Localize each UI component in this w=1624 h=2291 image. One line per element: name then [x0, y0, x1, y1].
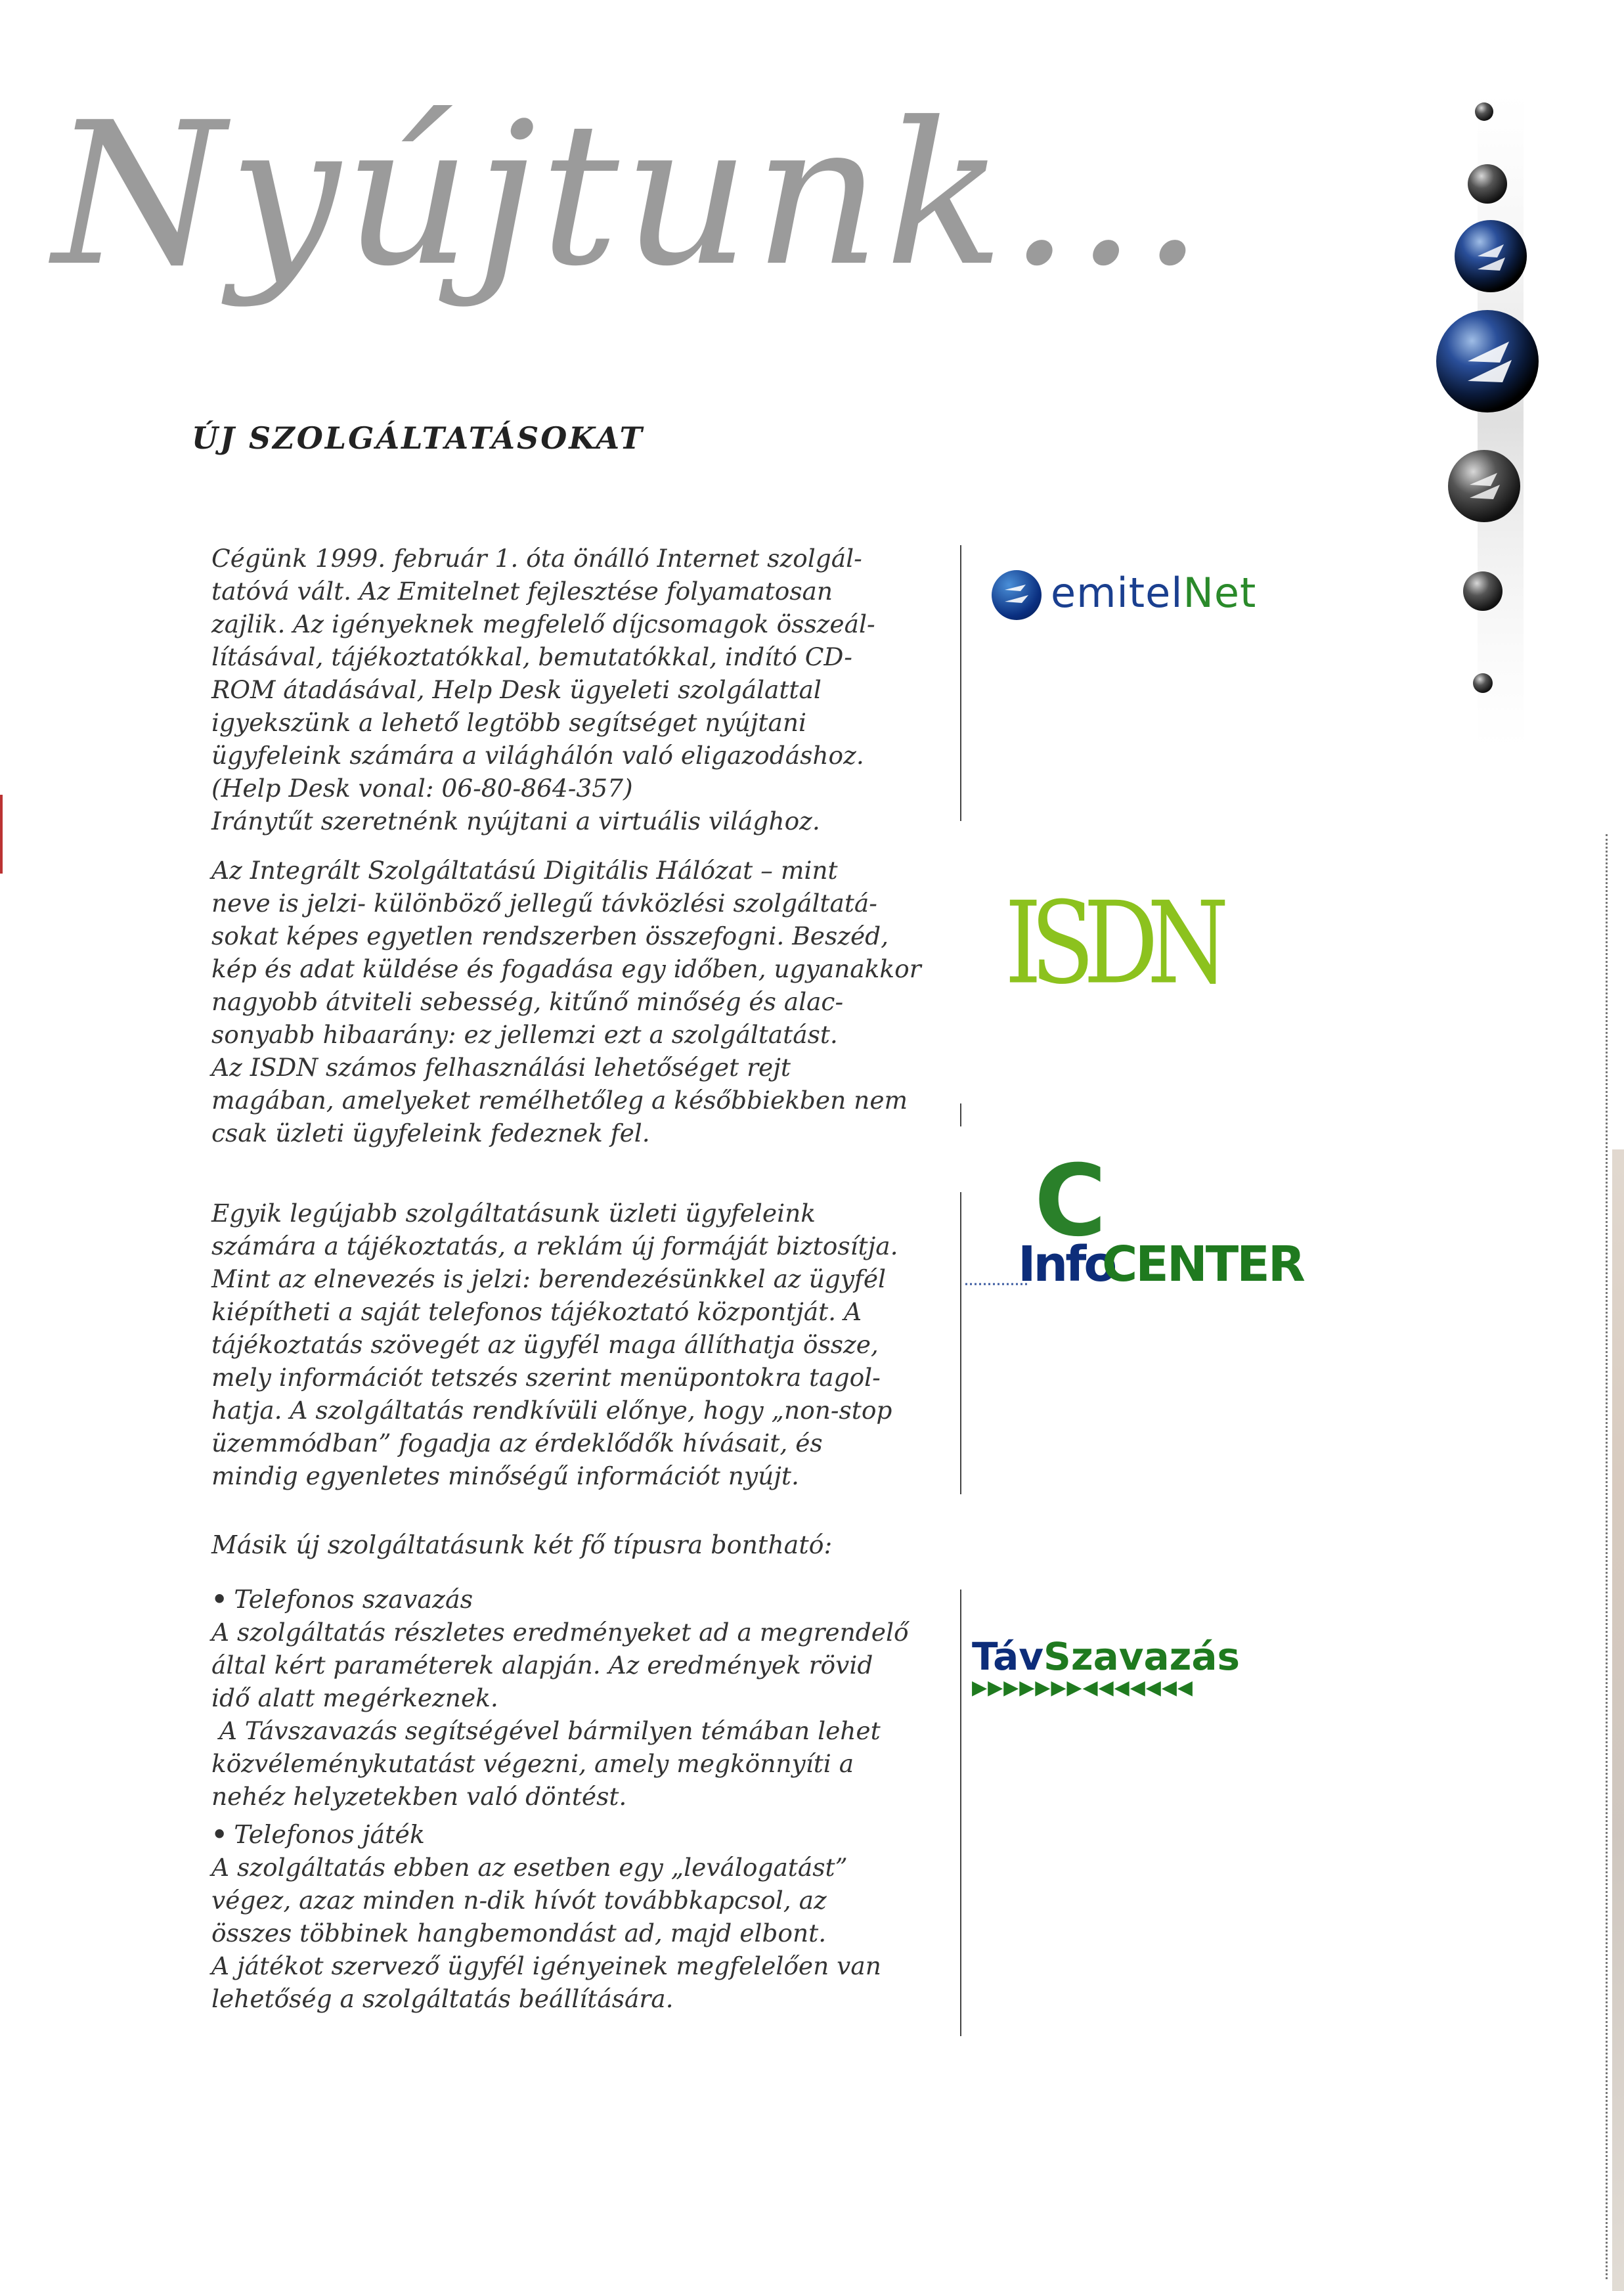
text-line: üzemmódban” fogadja az érdeklődők hívásait, és [211, 1429, 823, 1457]
text-line: által kért paraméterek alapján. Az eredmények rövid [211, 1651, 873, 1679]
infocenter-word-part1: Info [1018, 1236, 1115, 1293]
text-line: nehéz helyzetekben való döntést. [211, 1782, 627, 1811]
divider-line [960, 1192, 961, 1494]
divider-line [960, 1590, 961, 2036]
text-line: csak üzleti ügyfeleink fedeznek fel. [211, 1119, 650, 1147]
text-line: összes többinek hangbemondást ad, majd elbont. [211, 1919, 827, 1947]
text-line: számára a tájékoztatás, a reklám új formáját biztosítja. [211, 1232, 898, 1260]
emitelnet-logo [992, 565, 1267, 624]
isdn-logo [1005, 854, 1218, 1012]
emitel-word-part2: Net [1183, 569, 1257, 617]
text-line: Mint az elnevezés is jelzi: berendezésünkkel az ügyfél [211, 1264, 887, 1293]
decorative-orb-column [1432, 92, 1563, 749]
text-line: hatja. A szolgáltatás rendkívüli előnye, hogy „non-stop [211, 1396, 892, 1425]
text-line: zajlik. Az igényeknek megfelelő díjcsomagok összeál- [211, 610, 875, 638]
tav-word-part1: Táv [972, 1634, 1044, 1679]
text-line: tájékoztatás szövegét az ügyfél maga állíthatja össze, [211, 1330, 879, 1359]
text-line: sonyabb hibaarány: ez jellemzi ezt a szolgáltatást. [211, 1020, 838, 1049]
text-line: A Távszavazás segítségével bármilyen témában lehet [211, 1716, 881, 1745]
text-line: Egyik legújabb szolgáltatásunk üzleti ügyfeleink [211, 1199, 816, 1228]
script-title-text: Nyújtunk... [53, 80, 1208, 309]
infocenter-word-part2: CENTER [1102, 1236, 1304, 1293]
text-line: magában, amelyeket remélhetőleg a későbbiekben nem [211, 1086, 908, 1115]
script-title [39, 46, 1208, 388]
text-line: Cégünk 1999. február 1. óta önálló Internet szolgál- [211, 544, 862, 573]
infocenter-text-block [211, 1197, 944, 1492]
emitel-word-part1: emitel [1051, 569, 1183, 617]
text-line: közvéleménykutatást végezni, amely megkönnyíti a [211, 1749, 854, 1778]
bullet-icon: • [211, 1584, 228, 1614]
text-line: A játékot szervező ügyfél igényeinek megfelelően van [211, 1951, 881, 1980]
bullet-telefonos-jatek [211, 1818, 944, 1851]
isdn-text-block [211, 854, 944, 1149]
text-line: A szolgáltatás ebben az esetben egy „leválogatást” [211, 1853, 848, 1882]
text-line: A szolgáltatás részletes eredményeket ad a megrendelő [211, 1618, 909, 1647]
text-line: kép és adat küldése és fogadása egy időben, ugyanakkor [211, 954, 921, 983]
text-line: Az Integrált Szolgáltatású Digitális Hálózat – mint [211, 856, 838, 885]
text-line: Iránytűt szeretnénk nyújtani a virtuális világhoz. [211, 807, 820, 835]
text-line: sokat képes egyetlen rendszerben összefogni. Beszéd, [211, 922, 889, 950]
text-line: kiépítheti a saját telefonos tájékoztató központját. A [211, 1297, 862, 1326]
text-line: idő alatt megérkeznek. [211, 1683, 498, 1712]
isdn-logo-art [1005, 854, 1218, 1012]
tavszavazas-logo [972, 1634, 1261, 1706]
tav-wordmark [972, 1634, 1261, 1679]
bullet-title-text: Telefonos játék [234, 1820, 425, 1849]
text-line: mindig egyenletes minőségű információt nyújt. [211, 1461, 799, 1490]
tav-text-block [211, 1583, 944, 2015]
page-edge-mark [0, 795, 3, 874]
emitel-mark-icon [992, 570, 1042, 620]
text-line: tatóvá vált. Az Emitelnet fejlesztése folyamatosan [211, 577, 833, 606]
bullet-telefonos-szavazas [211, 1583, 944, 1616]
divider-line [960, 1103, 961, 1126]
tav-intro-line: Másik új szolgáltatásunk két fő típusra bontható: [211, 1530, 833, 1559]
page-edge-strip [1612, 1149, 1624, 2291]
emitel-wordmark [1051, 569, 1256, 617]
infocenter-logo-art [965, 1144, 1304, 1314]
text-line: ügyfeleink számára a világhálón való eligazodáshoz. [211, 741, 864, 770]
tav-arrows-icon: ▶▶▶▶▶▶▶◀◀◀◀◀◀◀ [972, 1676, 1193, 1699]
text-line: (Help Desk vonal: 06-80-864-357) [211, 774, 633, 803]
text-line: nagyobb átviteli sebesség, kitűnő minőség és alac- [211, 987, 844, 1016]
text-line: Az ISDN számos felhasználási lehetőséget rejt [211, 1053, 791, 1082]
text-line: lításával, tájékoztatókkal, bemutatókkal, indító CD- [211, 642, 852, 671]
infocenter-logo [965, 1144, 1304, 1314]
isdn-logo-text: ISDN [1005, 878, 1218, 1010]
text-line: neve is jelzi- különböző jellegű távközlési szolgáltatá- [211, 889, 877, 918]
tav-word-part2: Szavazás [1043, 1634, 1240, 1679]
emitel-text-block [211, 542, 944, 837]
text-line: igyekszünk a lehető legtöbb segítséget nyújtani [211, 708, 807, 737]
text-line: lehetőség a szolgáltatás beállítására. [211, 1984, 674, 2013]
text-line: ROM átadásával, Help Desk ügyeleti szolgálattal [211, 675, 822, 704]
bullet-title-text: Telefonos szavazás [234, 1585, 473, 1614]
script-title-art [39, 46, 1208, 388]
section-heading: ÚJ SZOLGÁLTATÁSOKAT [192, 420, 644, 456]
dotted-edge-line [1606, 834, 1608, 2279]
divider-line [960, 545, 961, 821]
bullet-icon: • [211, 1819, 228, 1849]
text-line: mely információt tetszés szerint menüpontokra tagol- [211, 1363, 881, 1392]
svg-text:C: C [1034, 1144, 1107, 1258]
text-line: végez, azaz minden n-dik hívót továbbkapcsol, az [211, 1886, 827, 1915]
